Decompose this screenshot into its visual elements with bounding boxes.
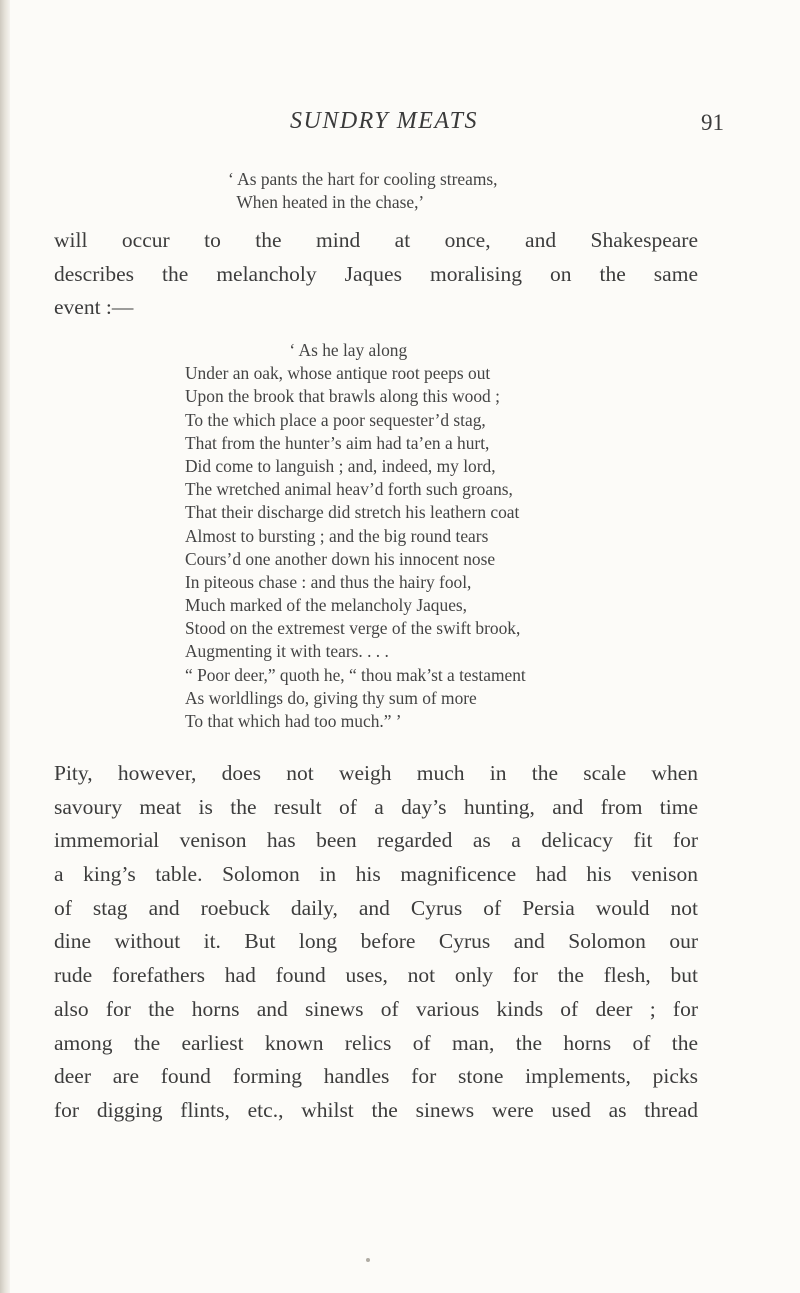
verse-line: “ Poor deer,” quoth he, “ thou mak’st a testament <box>185 664 526 685</box>
prose-line: also for the horns and sinews of various kinds of deer ; for <box>54 996 698 1021</box>
verse-line: Did come to languish ; and, indeed, my lord, <box>185 455 496 476</box>
prose-line: dine without it. But long before Cyrus and Solomon our <box>54 929 698 954</box>
running-head: SUNDRY MEATS <box>290 108 479 134</box>
prose-line: Pity, however, does not weigh much in the scale when <box>54 761 698 785</box>
verse-line: Almost to bursting ; and the big round tears <box>185 525 489 546</box>
verse-line: ‘ As pants the hart for cooling streams, <box>228 169 498 189</box>
prose-line: event :— <box>54 295 134 320</box>
verse-line: Much marked of the melancholy Jaques, <box>185 595 468 616</box>
verse-quotation-2 <box>185 339 526 733</box>
prose-line: among the earliest known relics of man, the horns of the <box>54 1030 698 1055</box>
verse-line: Upon the brook that brawls along this wood ; <box>185 386 500 407</box>
prose-line: of stag and roebuck daily, and Cyrus of Persia would not <box>54 895 698 920</box>
verse-line: Augmenting it with tears. . . . <box>185 641 389 662</box>
verse-line: ‘ As he lay along <box>185 340 408 360</box>
verse-line: That their discharge did stretch his leathern coat <box>185 502 520 523</box>
prose-line: immemorial venison has been regarded as a delicacy fit for <box>54 828 698 853</box>
verse-line: The wretched animal heav’d forth such groans, <box>185 479 513 500</box>
prose-line: deer are found forming handles for stone implements, picks <box>54 1064 698 1089</box>
prose-line: rude forefathers had found uses, not only for the flesh, but <box>54 963 698 988</box>
verse-line: To that which had too much.” ’ <box>185 711 402 731</box>
prose-paragraph-2 <box>54 757 698 1128</box>
verse-line: As worldlings do, giving thy sum of more <box>185 687 477 708</box>
prose-line: a king’s table. Solomon in his magnificence had his venison <box>54 862 698 887</box>
prose-line: savoury meat is the result of a day’s hunting, and from time <box>54 794 698 819</box>
prose-line: for digging flints, etc., whilst the sinews were used as thread <box>54 1097 698 1122</box>
page-number: 91 <box>701 110 724 135</box>
verse-line: Cours’d one another down his innocent nose <box>185 548 496 569</box>
verse-line: When heated in the chase,’ <box>228 192 425 213</box>
prose-paragraph-1 <box>54 224 698 325</box>
verse-line: Stood on the extremest verge of the swift brook, <box>185 618 521 639</box>
prose-line: describes the melancholy Jaques moralising on the same <box>54 261 698 286</box>
verse-quotation-1 <box>228 168 498 214</box>
paper-speck <box>366 1258 370 1262</box>
verse-line: That from the hunter’s aim had ta’en a hurt, <box>185 432 490 453</box>
verse-line: In piteous chase : and thus the hairy fool, <box>185 571 472 592</box>
book-spine-edge <box>0 0 10 1293</box>
prose-line: will occur to the mind at once, and Shakespeare <box>54 228 698 252</box>
page-header <box>0 108 800 142</box>
verse-line: To the which place a poor sequester’d stag, <box>185 409 486 430</box>
verse-line: Under an oak, whose antique root peeps out <box>185 363 491 384</box>
